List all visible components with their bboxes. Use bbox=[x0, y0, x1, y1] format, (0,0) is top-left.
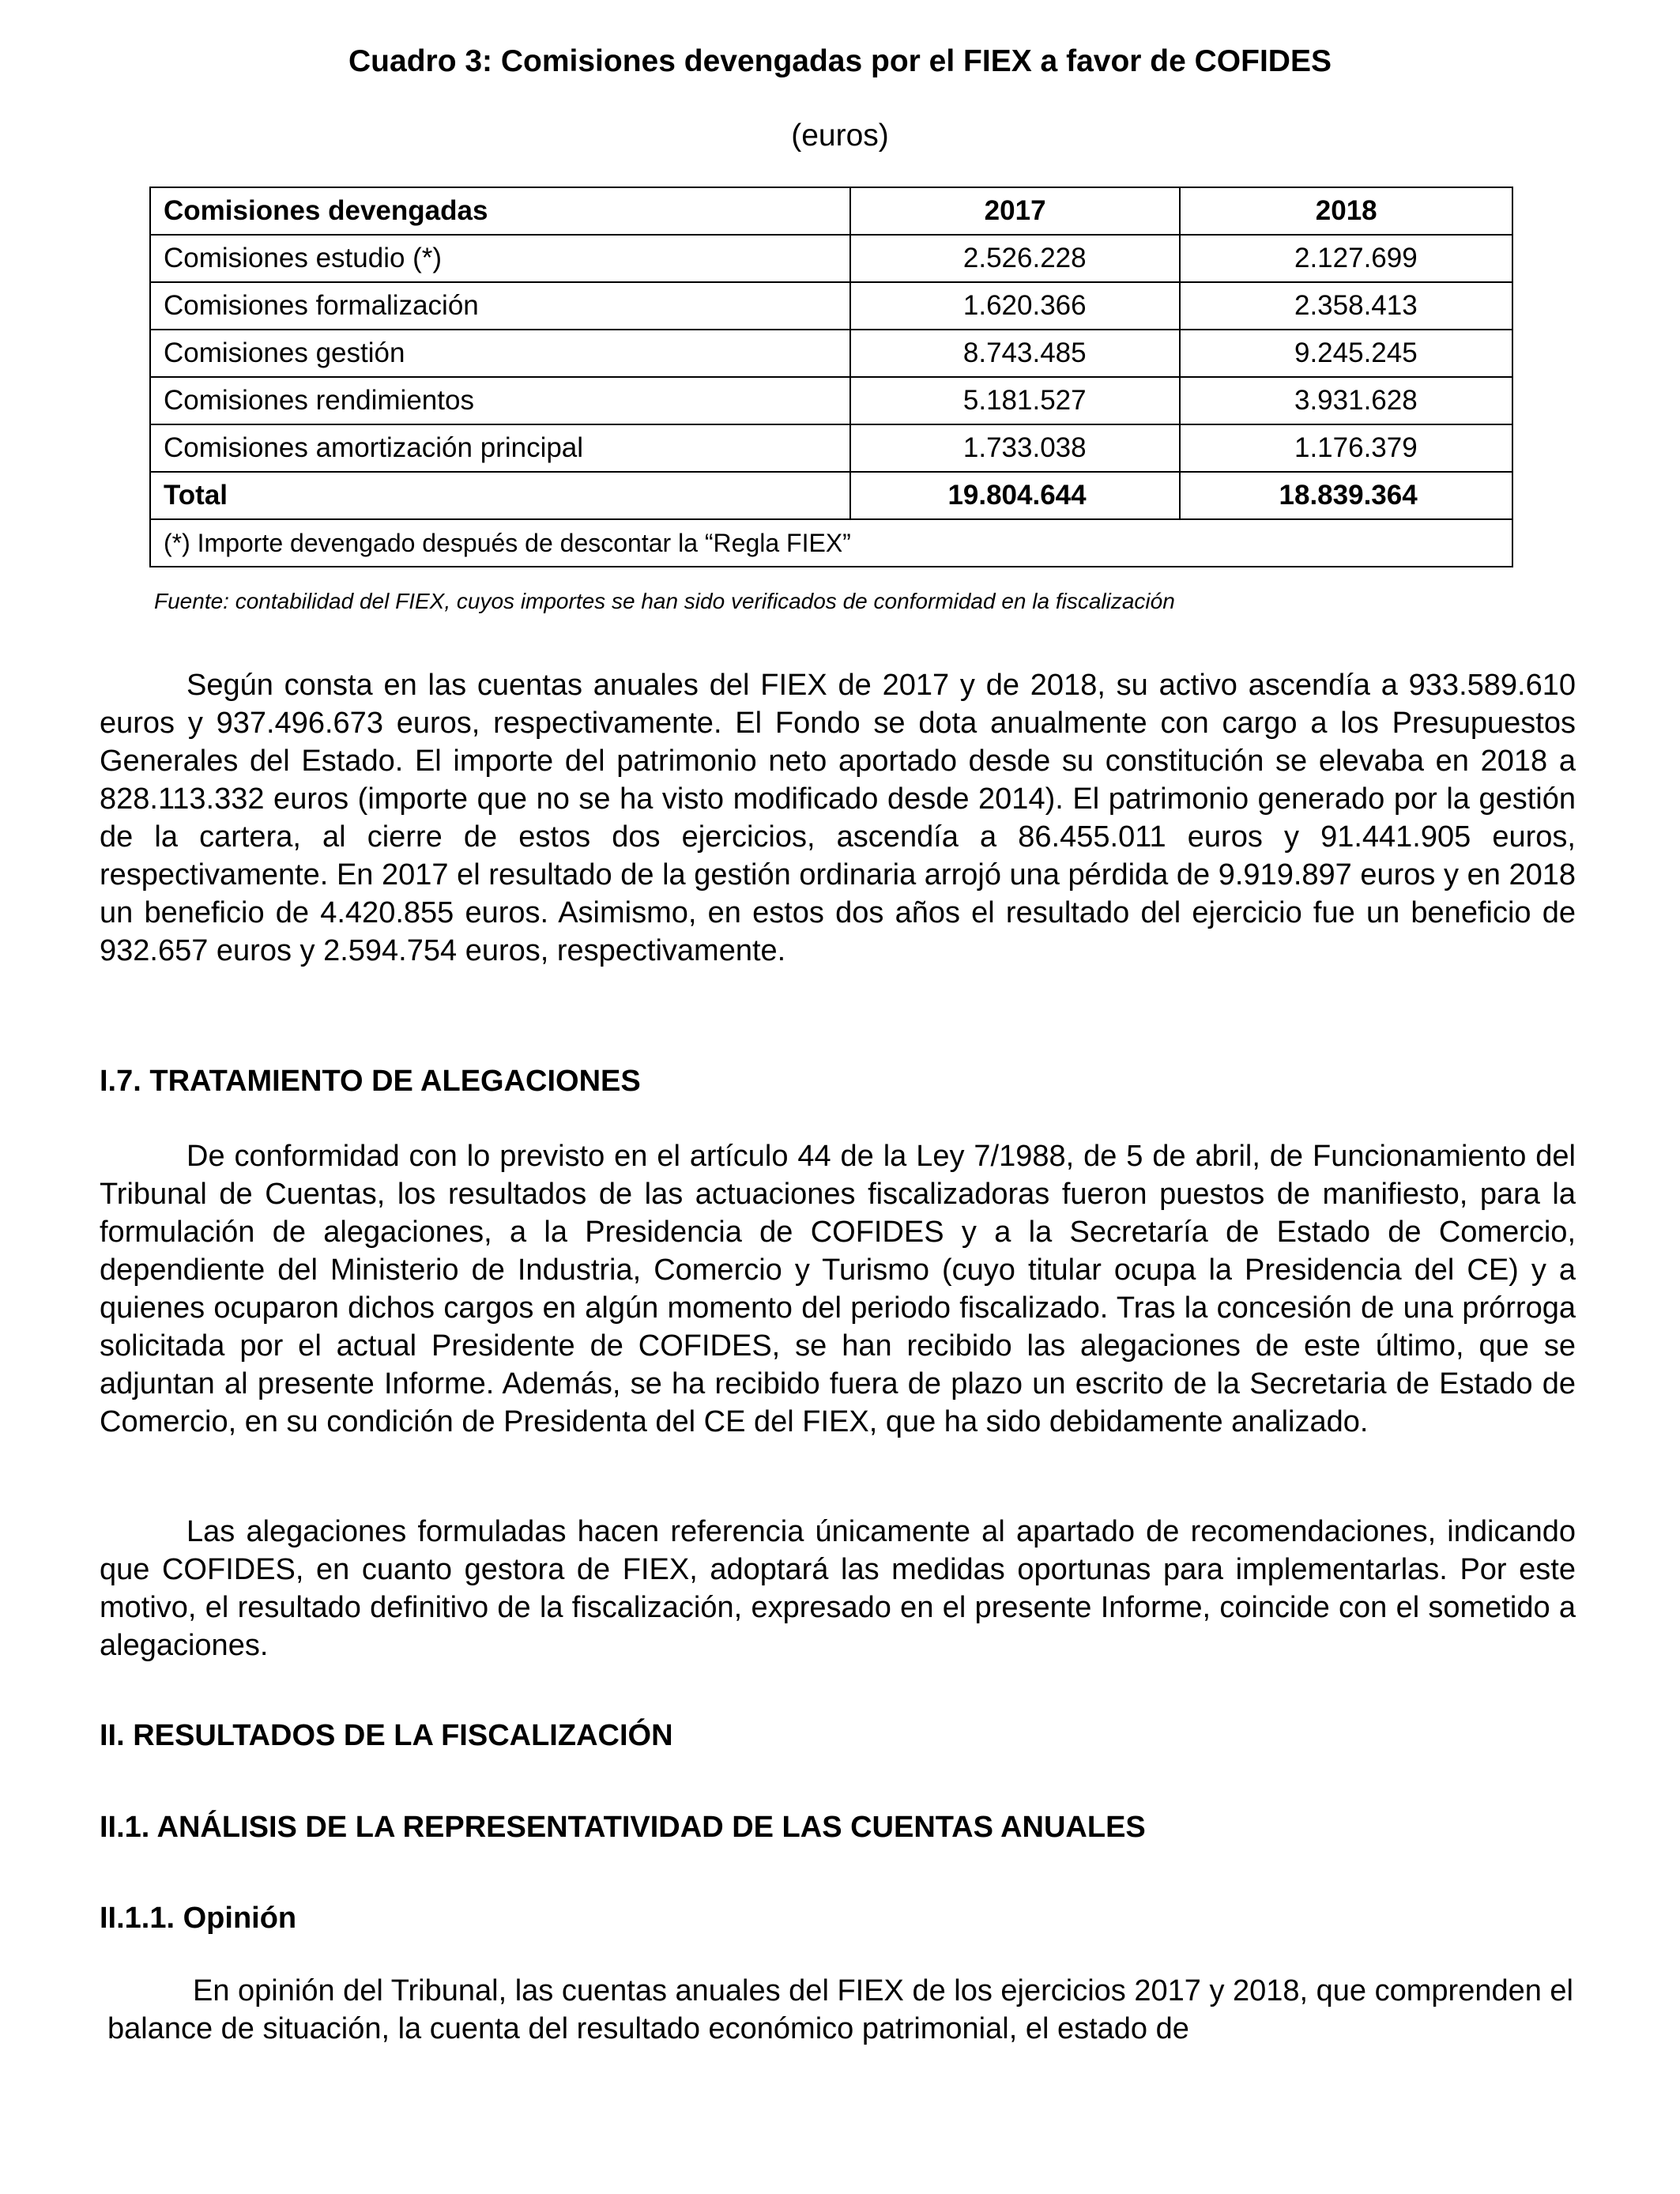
table-row bbox=[150, 235, 1512, 282]
paragraph-recomendaciones: Las alegaciones formuladas hacen referencia únicamente al apartado de recomendaciones, indicando que COFIDES, en cuanto gestora de FIEX, adoptará las medidas oportunas para implementarlas. Por este motivo, el resultado definitivo de la fiscalización, expresado en el presente Informe, coincide con el sometido a alegaciones. bbox=[100, 1515, 1576, 1662]
header-concept: Comisiones devengadas bbox=[150, 187, 850, 235]
row-label: Comisiones rendimientos bbox=[150, 377, 850, 424]
row-label: Comisiones formalización bbox=[150, 282, 850, 330]
table-row bbox=[150, 282, 1512, 330]
value-2017: 1.620.366 bbox=[850, 282, 1181, 330]
table-caption-units: (euros) bbox=[791, 119, 889, 153]
total-2017: 19.804.644 bbox=[850, 472, 1181, 519]
table-caption-title: Cuadro 3: Comisiones devengadas por el FIEX a favor de COFIDES bbox=[348, 44, 1332, 78]
fees-table bbox=[149, 187, 1513, 567]
value-2018: 9.245.245 bbox=[1180, 330, 1512, 377]
value-2017: 5.181.527 bbox=[850, 377, 1181, 424]
section-heading-analisis: II.1. ANÁLISIS DE LA REPRESENTATIVIDAD DE LAS CUENTAS ANUALES bbox=[100, 1811, 1146, 1844]
header-2018: 2018 bbox=[1180, 187, 1512, 235]
table-header-row bbox=[150, 187, 1512, 235]
row-label: Comisiones estudio (*) bbox=[150, 235, 850, 282]
section-heading-alegaciones: I.7. TRATAMIENTO DE ALEGACIONES bbox=[100, 1065, 641, 1098]
table-row bbox=[150, 377, 1512, 424]
paragraph-assets: Según consta en las cuentas anuales del FIEX de 2017 y de 2018, su activo ascendía a 933.589.610 euros y 937.496.673 euros, respectivamente. El Fondo se dota anualmente con cargo a los Presupuestos Generales del Estado. El importe del patrimonio neto aportado desde su constitución se elevaba en 2018 a 828.113.332 euros (importe que no se ha visto modificado desde 2014). El patrimonio generado por la gestión de la cartera, al cierre de estos dos ejercicios, ascendía a 86.455.011 euros y 91.441.905 euros, respectivamente. En 2017 el resultado de la gestión ordinaria arrojó una pérdida de 9.919.897 euros y en 2018 un beneficio de 4.420.855 euros. Asimismo, en estos dos años el resultado del ejercicio fue un beneficio de 932.657 euros y 2.594.754 euros, respectivamente. bbox=[100, 669, 1576, 967]
table-row bbox=[150, 424, 1512, 472]
total-label: Total bbox=[150, 472, 850, 519]
section-heading-opinion: II.1.1. Opinión bbox=[100, 1902, 297, 1935]
row-label: Comisiones gestión bbox=[150, 330, 850, 377]
table-row bbox=[150, 330, 1512, 377]
value-2018: 2.127.699 bbox=[1180, 235, 1512, 282]
paragraph-alegaciones: De conformidad con lo previsto en el artículo 44 de la Ley 7/1988, de 5 de abril, de Funcionamiento del Tribunal de Cuentas, los resultados de las actuaciones fiscalizadoras fueron puestos de manifiesto, para la formulación de alegaciones, a la Presidencia de COFIDES y a la Secretaría de Estado de Comercio, dependiente del Ministerio de Industria, Comercio y Turismo (cuyo titular ocupa la Presidencia del CE) y a quienes ocuparon dichos cargos en algún momento del periodo fiscalizado. Tras la concesión de una prórroga solicitada por el actual Presidente de COFIDES, se han recibido las alegaciones de este último, que se adjuntan al presente Informe. Además, se ha recibido fuera de plazo un escrito de la Secretaria de Estado de Comercio, en su condición de Presidenta del CE del FIEX, que ha sido debidamente analizado. bbox=[100, 1140, 1576, 1438]
section-heading-resultados: II. RESULTADOS DE LA FISCALIZACIÓN bbox=[100, 1719, 673, 1752]
value-2018: 1.176.379 bbox=[1180, 424, 1512, 472]
value-2018: 3.931.628 bbox=[1180, 377, 1512, 424]
row-label: Comisiones amortización principal bbox=[150, 424, 850, 472]
value-2017: 8.743.485 bbox=[850, 330, 1181, 377]
table-total-row bbox=[150, 472, 1512, 519]
value-2017: 1.733.038 bbox=[850, 424, 1181, 472]
table-source: Fuente: contabilidad del FIEX, cuyos importes se han sido verificados de conformidad en la fiscalización bbox=[154, 589, 1175, 613]
value-2017: 2.526.228 bbox=[850, 235, 1181, 282]
table-footnote: (*) Importe devengado después de descontar la “Regla FIEX” bbox=[150, 519, 1512, 567]
header-2017: 2017 bbox=[850, 187, 1181, 235]
value-2018: 2.358.413 bbox=[1180, 282, 1512, 330]
paragraph-opinion: En opinión del Tribunal, las cuentas anuales del FIEX de los ejercicios 2017 y 2018, que comprenden el balance de situación, la cuenta del resultado económico patrimonial, el estado de bbox=[107, 1974, 1573, 2045]
total-2018: 18.839.364 bbox=[1180, 472, 1512, 519]
table-note-row bbox=[150, 519, 1512, 567]
